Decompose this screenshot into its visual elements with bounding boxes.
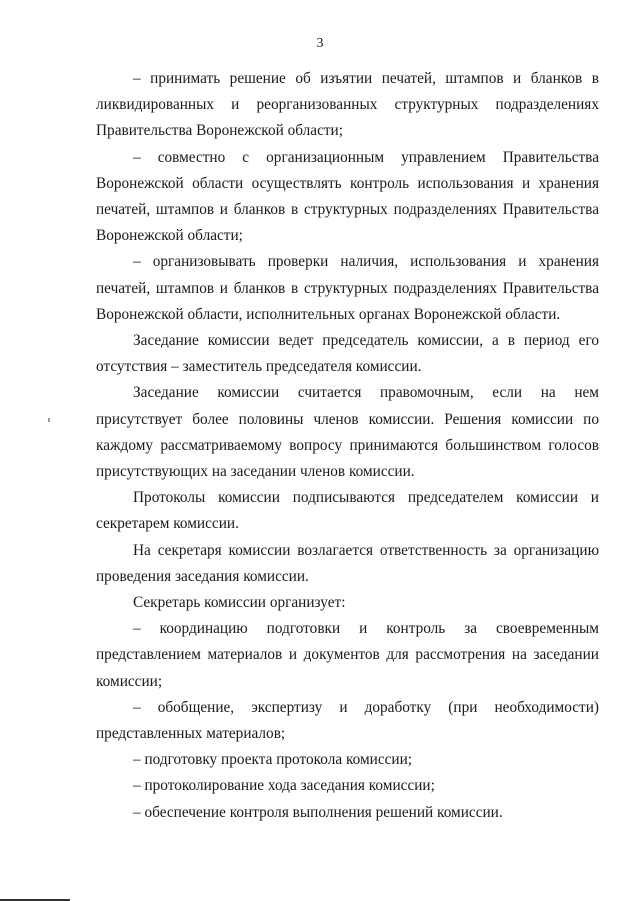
paragraph-secretary-responsibility: На секретаря комиссии возлагается ответственность за организацию проведения заседания комиссии.	[96, 541, 599, 585]
paragraph-seizure-decision: – принимать решение об изъятии печатей, штампов и бланков в ликвидированных и реорганизованных структурных подразделениях Правительства Воронежской области;	[96, 70, 599, 140]
paragraph-draft-protocol: – подготовку проекта протокола комиссии;	[133, 751, 413, 769]
paragraph-control-execution: – обеспечение контроля выполнения решений комиссии.	[133, 803, 503, 821]
scan-speck	[48, 418, 50, 422]
paragraph-quorum: Заседание комиссии считается правомочным, если на нем присутствует более половины членов комиссии. Решения комиссии по каждому рассматриваемому вопросу принимаются большинством голосов присутствующих на заседании членов комиссии.	[96, 384, 599, 481]
page-number: 3	[316, 36, 324, 51]
paragraph-coordination: – координацию подготовки и контроль за своевременным представлением материалов и документов для рассмотрения на заседании комиссии;	[96, 620, 599, 690]
paragraph-generalization: – обобщение, экспертизу и доработку (при необходимости) представленных материалов;	[96, 698, 599, 743]
document-body	[96, 66, 599, 826]
paragraph-chairman: Заседание комиссии ведет председатель комиссии, а в период его отсутствия – заместитель председателя комиссии.	[96, 332, 599, 376]
paragraph-protocols: Протоколы комиссии подписываются председателем комиссии и секретарем комиссии.	[96, 489, 599, 533]
paragraph-inspections: – организовывать проверки наличия, использования и хранения печатей, штампов и бланков в структурных подразделениях Правительства Воронежской области, исполнительных органах Воронежской области.	[96, 253, 599, 323]
paragraph-minutes: – протоколирование хода заседания комиссии;	[133, 777, 435, 795]
paragraph-secretary-organizes: Секретарь комиссии организует:	[133, 594, 346, 612]
paragraph-joint-control: – совместно с организационным управлением Правительства Воронежской области осуществлять контроль использования и хранения печатей, штампов и бланков в структурных подразделениях Правительства Воронежской области;	[96, 148, 599, 245]
